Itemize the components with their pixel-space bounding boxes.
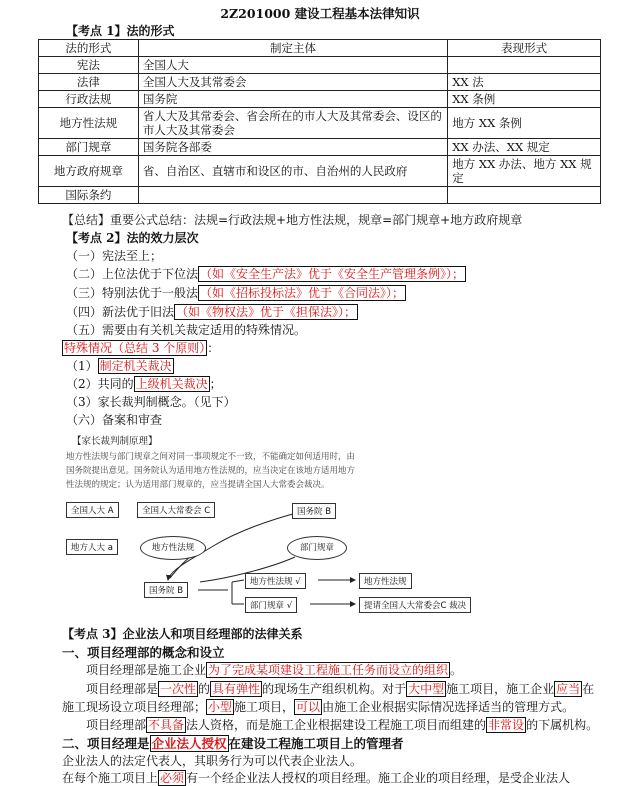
table-cell: 省人大及其常委会、省会所在的市人大及其常委会、设区的市人大及其常委会 xyxy=(138,108,447,139)
hierarchy-item-label: （四）新法优于旧法 xyxy=(66,305,175,319)
table-cell: 地方性法规 xyxy=(39,108,139,139)
node-npc-standing-committee: 全国人大常委会 C xyxy=(137,502,215,518)
text-run: 由施工企业根据实际情况选择适当的管理方式。 xyxy=(322,700,575,714)
hierarchy-item-label: （二）上位法优于下位法 xyxy=(66,267,199,281)
table-cell: 全国人大 xyxy=(138,57,447,74)
table-cell: 国务院各部委 xyxy=(138,139,447,156)
node-state-council: 国务院 B xyxy=(144,582,188,598)
text-run: 的 xyxy=(198,682,211,696)
table-header: 法的形式 xyxy=(39,40,139,57)
node-local-npc: 地方人大 a xyxy=(66,539,118,555)
table-cell: 国际条约 xyxy=(39,187,139,204)
table-cell: 行政法规 xyxy=(39,91,139,108)
hierarchy-item: （六）备案和审查 xyxy=(66,413,163,427)
node-result-committee: 提请全国人大常委会C 裁决 xyxy=(359,597,471,613)
highlight-run: 必须 xyxy=(160,771,185,785)
table-cell: XX 条例 xyxy=(448,91,601,108)
table-cell: 法律 xyxy=(39,74,139,91)
highlight-run: 具有弹性 xyxy=(212,682,261,696)
highlight-run: 不具备 xyxy=(148,718,185,732)
highlight-run: 为了完成某项建设工程施工任务而设立的组织 xyxy=(208,663,449,677)
diagram-paragraph-line: 国务院提出意见。国务院认为适用地方性法规的，应当决定在该地方适用地方 xyxy=(66,466,356,476)
special-case-prefix: （1） xyxy=(66,359,98,373)
diagram-paragraph-line: 地方性法规与部门规章之间对同一事项规定不一致，不能确定如何适用时，由 xyxy=(66,452,356,462)
hierarchy-item-label: （三）特别法优于一般法 xyxy=(66,286,199,300)
special-case-suffix: ； xyxy=(209,377,222,391)
table-cell: XX 法 xyxy=(448,74,601,91)
document-title: 2Z201000 建设工程基本法律知识 xyxy=(220,6,420,21)
paragraph-3 xyxy=(62,698,574,715)
table-cell: 地方 XX 办法、地方 XX 规定 xyxy=(448,156,601,187)
text-run: 在 xyxy=(582,682,595,696)
highlight-run: 一次性 xyxy=(160,682,197,696)
section-heading-1: 一、项目经理部的概念和设立 xyxy=(62,645,225,660)
text-run: 二、项目经理是 xyxy=(62,736,150,751)
table-cell: 全国人大及其常委会 xyxy=(138,74,447,91)
text-run: 。 xyxy=(450,663,463,677)
highlight-run: 企业法人授权 xyxy=(151,736,227,751)
text-run: 施工现场设立项目经理部； xyxy=(62,700,207,714)
kaodian1-title: 【考点 1】法的形式 xyxy=(66,24,175,38)
table-cell: 宪法 xyxy=(39,57,139,74)
special-case-highlight: 制定机关裁决 xyxy=(99,359,172,373)
table-cell: 地方 XX 条例 xyxy=(448,108,601,139)
paragraph-1 xyxy=(86,661,462,678)
node-department-rule: 部门规章 xyxy=(287,536,347,560)
text-run: 有一个经企业法人授权的项目经理。施工企业的项目经理，是受企业法人 xyxy=(186,771,571,785)
text-run: 项目经理部 xyxy=(86,718,147,732)
highlight-run: 可以 xyxy=(296,700,321,714)
node-local-regulation: 地方性法规 xyxy=(140,536,206,560)
special-cases-colon: ： xyxy=(207,341,220,355)
paragraph-5: 企业法人的法定代表人，其职务行为可以代表企业法人。 xyxy=(62,754,363,768)
highlight-run: 非常设 xyxy=(488,718,525,732)
kaodian3-title: 【考点 3】企业法人和项目经理部的法律关系 xyxy=(62,627,303,641)
special-case-item: （3）家长裁判制概念。（见下） xyxy=(66,395,236,409)
arrow-local-to-state xyxy=(170,557,190,578)
hierarchy-item-example: （如《物权法》优于《担保法》）； xyxy=(176,305,357,319)
table-cell: XX 办法、XX 规定 xyxy=(448,139,601,156)
hierarchy-item-example: （如《招标投标法》优于《合同法》）； xyxy=(200,286,405,300)
section-heading-2 xyxy=(62,734,404,752)
text-run: 施工项目，施工企业 xyxy=(446,682,555,696)
special-case-highlight: 上级机关裁决 xyxy=(135,377,208,391)
highlight-run: 小型 xyxy=(208,700,233,714)
text-run: 项目经理部是施工企业 xyxy=(86,663,207,677)
table-cell: 地方政府规章 xyxy=(39,156,139,187)
text-run: 在建设工程施工项目上的管理者 xyxy=(228,736,404,751)
summary-line: 【总结】重要公式总结：法规=行政法规+地方性法规，规章=部门规章+地方政府规章 xyxy=(62,213,523,227)
special-cases-title: 特殊情况（总结 3 个原则） xyxy=(64,341,206,355)
table-header: 制定主体 xyxy=(138,40,447,57)
node-option-department: 部门规章 √ xyxy=(245,597,297,613)
table-cell: 部门规章 xyxy=(39,139,139,156)
text-run: 的现场生产组织机构。对于 xyxy=(262,682,407,696)
kaodian2-title: 【考点 2】法的效力层次 xyxy=(66,231,199,245)
diagram-paragraph-line: 性法规的规定；认为适用部门规章的，应当提请全国人大常委会裁决。 xyxy=(66,480,330,490)
text-run: 的下属机构。 xyxy=(526,718,599,732)
bracket-top xyxy=(232,580,244,582)
text-run: 施工项目， xyxy=(234,700,295,714)
special-case-prefix: （2）共同的 xyxy=(66,377,134,391)
hierarchy-item-label: （一）宪法至上； xyxy=(66,249,163,263)
highlight-run: 大中型 xyxy=(408,682,445,696)
text-run: 法人资格，而是施工企业根据建设工程施工项目而组建的 xyxy=(186,718,487,732)
highlight-run: 应当 xyxy=(556,682,581,696)
node-state-council-top: 国务院 B xyxy=(292,503,336,519)
diagram-title: 【家长裁判制原理】 xyxy=(72,436,158,447)
node-npc-a: 全国人大 A xyxy=(66,502,119,518)
paragraph-6 xyxy=(62,769,570,786)
paragraph-4 xyxy=(86,716,598,733)
text-run: 在每个施工项目上 xyxy=(62,771,159,785)
table-header: 表现形式 xyxy=(448,40,601,57)
node-option-local: 地方性法规 √ xyxy=(245,573,306,589)
text-run: 项目经理部是 xyxy=(86,682,159,696)
table-cell: 国务院 xyxy=(138,91,447,108)
table-cell: 省、自治区、直辖市和设区的市、自治州的人民政府 xyxy=(138,156,447,187)
hierarchy-item-label: （五）需要由有关机关裁定适用的特殊情况。 xyxy=(66,323,307,337)
hierarchy-item-example: （如《安全生产法》优于《安全生产管理条例》）； xyxy=(200,267,465,281)
node-result-local: 地方性法规 xyxy=(359,573,412,589)
paragraph-2 xyxy=(86,680,594,697)
